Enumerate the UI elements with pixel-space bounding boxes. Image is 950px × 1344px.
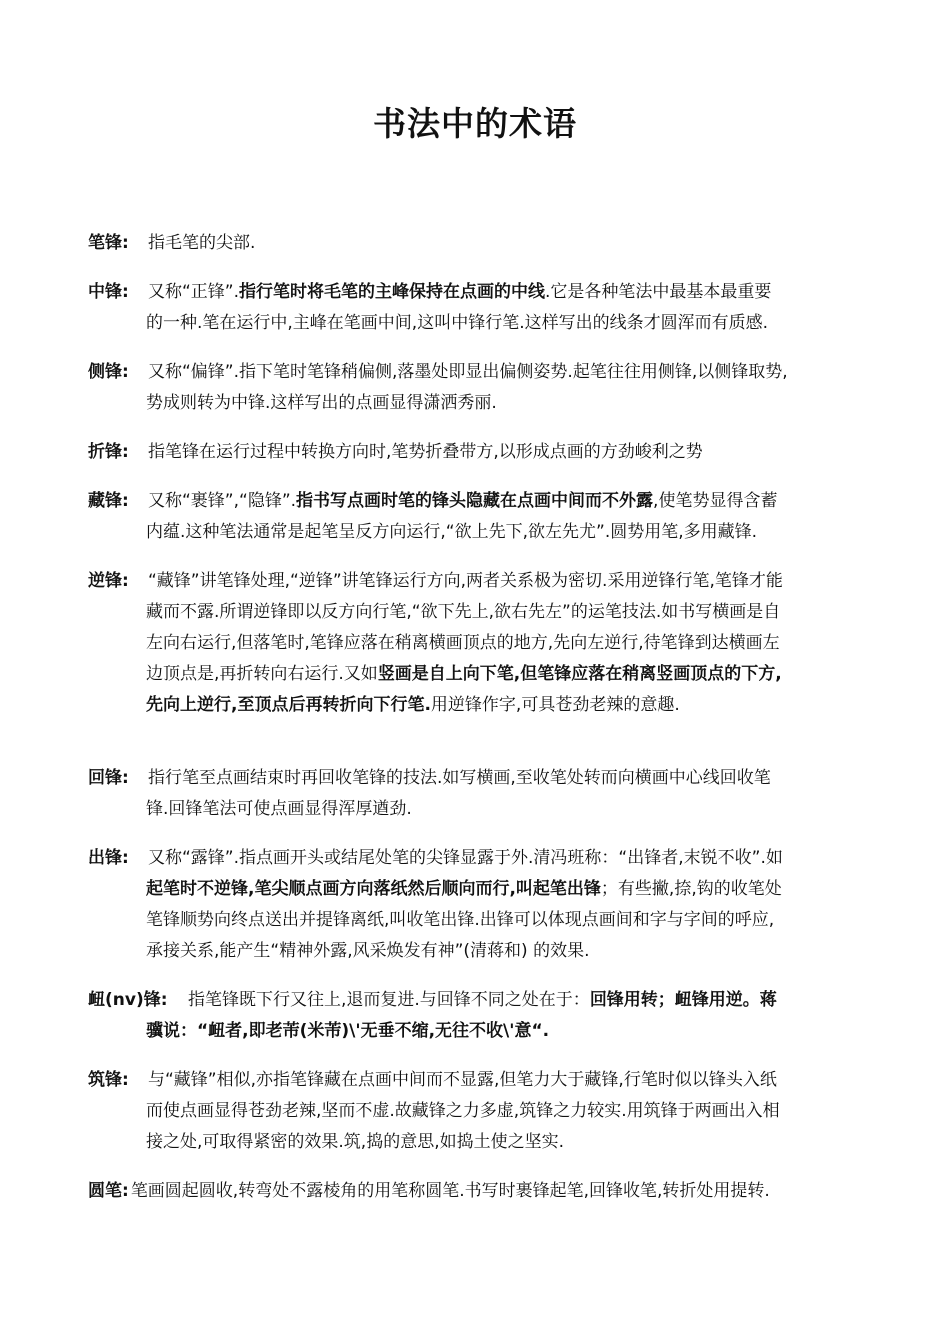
entry-line (88, 874, 874, 905)
entry-term: 逆锋: (88, 571, 129, 591)
emphasis-text: 指行笔时将毛笔的主峰保持在点画的中线 (239, 282, 546, 302)
entry-line (88, 486, 874, 517)
emphasis-text: 回锋用转；衄锋用逆。蒋 (589, 990, 777, 1010)
entry-line (88, 985, 874, 1016)
entry-line (88, 763, 874, 794)
entry-text: 指毛笔的尖部. (148, 233, 256, 253)
glossary-list (88, 210, 874, 1207)
entry-text: 锋.回锋笔法可使点画显得浑厚遒劲. (146, 799, 412, 819)
entry-text: ,使笔势显得含蓄 (653, 491, 778, 511)
entry-line (88, 628, 874, 659)
entry-line (88, 843, 874, 874)
entry-text: 内蕴.这种笔法通常是起笔呈反方向运行,“欲上先下,欲左先尤”.圆势用笔,多用藏锋. (146, 522, 758, 542)
entry-text: .它是各种笔法中最基本最重要 (545, 282, 772, 302)
emphasis-text: 骥说：“衄者,即老芾(米芾)\'无垂不缩,无往不收\'意“. (146, 1021, 550, 1041)
entry-line (88, 905, 874, 936)
entry-line (88, 690, 874, 721)
entry-line (88, 1065, 874, 1096)
entry-text: 又称“裹锋”,“隐锋”. (148, 491, 297, 511)
entry-term: 筑锋: (88, 1070, 129, 1090)
page-title: 书法中的术语 (373, 104, 577, 143)
emphasis-text: 竖画是自上向下笔,但笔锋应落在稍离竖画顶点的下方, (377, 664, 782, 684)
entry-text: 又称“正锋”. (148, 282, 240, 302)
entry-term: 中锋: (88, 282, 129, 302)
entry-line (88, 1127, 874, 1158)
entry-line (88, 517, 874, 548)
glossary-entry (88, 1176, 874, 1207)
entry-line (88, 659, 874, 690)
entry-line (88, 277, 874, 308)
emphasis-text: 先向上逆行,至顶点后再转折向下行笔. (146, 695, 431, 715)
entry-text: 而使点画显得苍劲老辣,坚而不虚.故藏锋之力多虚,筑锋之力较实.用筑锋于两画出入相 (146, 1101, 780, 1121)
entry-line (88, 388, 874, 419)
emphasis-text: 起笔时不逆锋,笔尖顺点画方向落纸然后顺向而行,叫起笔出锋 (146, 879, 601, 899)
entry-term: 出锋: (88, 848, 129, 868)
entry-line (88, 357, 874, 388)
entry-line (88, 437, 874, 468)
entry-text: “藏锋”讲笔锋处理,“逆锋”讲笔锋运行方向,两者关系极为密切.采用逆锋行笔,笔锋才能 (148, 571, 783, 591)
entry-line (88, 228, 874, 259)
entry-line (88, 308, 874, 339)
entry-line (88, 936, 874, 967)
entry-term: 回锋: (88, 768, 129, 788)
entry-text: 指笔锋既下行又往上,退而复进.与回锋不同之处在于： (188, 990, 590, 1010)
entry-line (88, 1016, 874, 1047)
entry-line (88, 566, 874, 597)
glossary-entry (88, 486, 874, 548)
glossary-entry (88, 1065, 874, 1158)
entry-text: 藏而不露.所谓逆锋即以反方向行笔,“欲下先上,欲右先左”的运笔技法.如书写横画是自 (146, 602, 781, 622)
entry-term: 笔锋: (88, 233, 129, 253)
entry-text: 的一种.笔在运行中,主峰在笔画中间,这叫中锋行笔.这样写出的线条才圆浑而有质感. (146, 313, 769, 333)
entry-line (88, 1176, 874, 1207)
entry-text: 笔锋顺势向终点送出并提锋离纸,叫收笔出锋.出锋可以体现点画间和字与字间的呼应, (146, 910, 775, 930)
glossary-entry (88, 277, 874, 339)
entry-text: 又称“偏锋”.指下笔时笔锋稍偏侧,落墨处即显出偏侧姿势.起笔往往用侧锋,以侧锋取势, (148, 362, 788, 382)
glossary-entry (88, 357, 874, 419)
entry-text: ；有些撇,捺,钩的收笔处 (600, 879, 782, 899)
entry-line (88, 597, 874, 628)
emphasis-text: 指书写点画时笔的锋头隐藏在点画中间而不外露 (296, 491, 654, 511)
entry-text: 边顶点是,再折转向右运行.又如 (146, 664, 378, 684)
glossary-entry (88, 843, 874, 967)
entry-term: 藏锋: (88, 491, 129, 511)
glossary-entry (88, 763, 874, 825)
entry-line (88, 794, 874, 825)
entry-term: 衄(nv)锋: (88, 990, 168, 1010)
entry-text: 与“藏锋”相似,亦指笔锋藏在点画中间而不显露,但笔力大于藏锋,行笔时似以锋头入纸 (148, 1070, 777, 1090)
entry-line (88, 1096, 874, 1127)
glossary-entry (88, 228, 874, 259)
glossary-entry (88, 566, 874, 721)
entry-term: 侧锋: (88, 362, 129, 382)
entry-text: 势成则转为中锋.这样写出的点画显得潇洒秀丽. (146, 393, 497, 413)
entry-term: 折锋: (88, 442, 129, 462)
entry-text: 承接关系,能产生“精神外露,风采焕发有神”(清蒋和) 的效果. (146, 941, 590, 961)
entry-text: 笔画圆起圆收,转弯处不露棱角的用笔称圆笔.书写时裹锋起笔,回锋收笔,转折处用提转. (130, 1181, 770, 1201)
entry-text: 指笔锋在运行过程中转换方向时,笔势折叠带方,以形成点画的方劲峻利之势 (148, 442, 703, 462)
entry-text: 接之处,可取得紧密的效果.筑,捣的意思,如捣土使之坚实. (146, 1132, 565, 1152)
entry-text: 用逆锋作字,可具苍劲老辣的意趣. (430, 695, 680, 715)
glossary-entry (88, 437, 874, 468)
entry-text: 又称“露锋”.指点画开头或结尾处笔的尖锋显露于外.清冯班称：“出锋者,末锐不收”.如 (148, 848, 783, 868)
entry-text: 指行笔至点画结束时再回收笔锋的技法.如写横画,至收笔处转而向横画中心线回收笔 (148, 768, 771, 788)
entry-text: 左向右运行,但落笔时,笔锋应落在稍离横画顶点的地方,先向左逆行,待笔锋到达横画左 (146, 633, 780, 653)
entry-term: 圆笔: (88, 1181, 129, 1201)
glossary-entry (88, 985, 874, 1047)
